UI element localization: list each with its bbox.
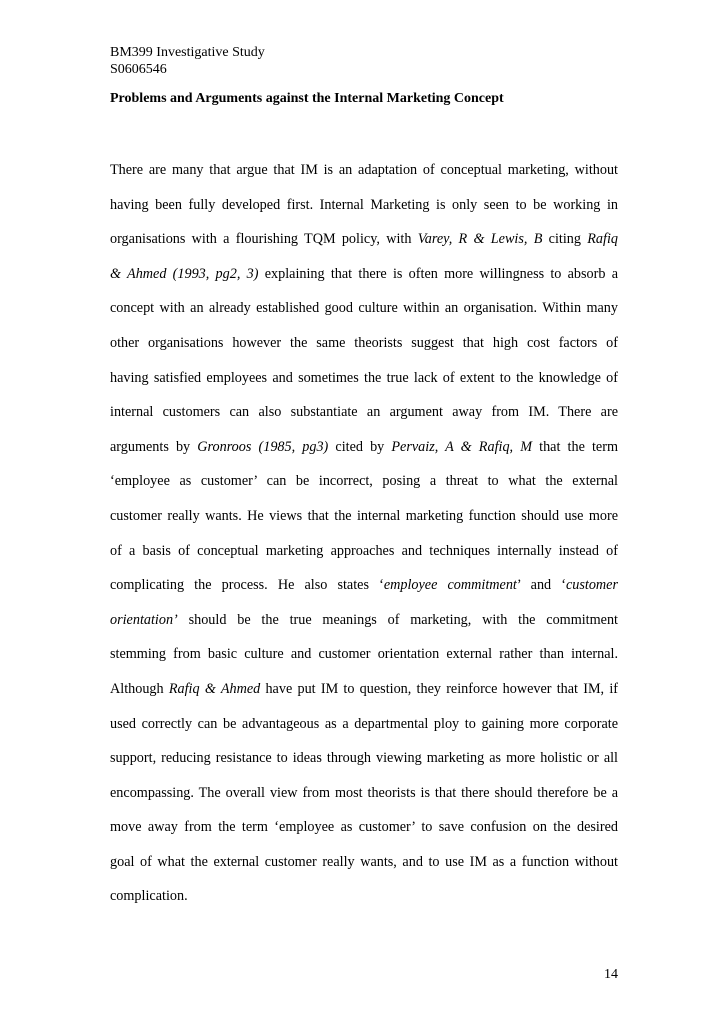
- course-code: BM399 Investigative Study: [110, 45, 265, 60]
- text-line: complicating the process. He also states ‘employee commitment’ and ‘customer: [110, 577, 618, 594]
- body-paragraph: [110, 153, 618, 914]
- text-line: customer really wants. He views that the internal marketing function should use more: [110, 507, 618, 524]
- text-line: other organisations however the same theorists suggest that high cost factors of: [110, 334, 618, 351]
- text-line: & Ahmed (1993, pg2, 3) explaining that there is often more willingness to absorb a: [110, 265, 619, 282]
- emphasis: customer: [565, 577, 618, 594]
- citation: Gronroos (1985, pg3): [197, 438, 329, 455]
- text-line: used correctly can be advantageous as a departmental ploy to gaining more corporate: [110, 715, 618, 732]
- text-line: There are many that argue that IM is an adaptation of conceptual marketing, without: [110, 162, 618, 178]
- emphasis: orientation’: [110, 611, 178, 628]
- student-id: S0606546: [110, 62, 167, 77]
- page-number: 14: [604, 967, 618, 982]
- text-line: goal of what the external customer really wants, and to use IM as a function without: [110, 853, 618, 870]
- citation: Rafiq: [587, 231, 619, 248]
- section-title: Problems and Arguments against the Internal Marketing Concept: [110, 91, 504, 106]
- text-line: stemming from basic culture and customer orientation external rather than internal.: [110, 646, 618, 663]
- text-line: concept with an already established good culture within an organisation. Within many: [110, 300, 618, 317]
- page-header: [110, 44, 265, 78]
- citation: & Ahmed (1993, pg2, 3): [110, 265, 259, 282]
- text-line: of a basis of conceptual marketing approaches and techniques internally instead of: [110, 542, 618, 559]
- text-line: orientation’ should be the true meanings of marketing, with the commitment: [110, 611, 618, 628]
- text-line: support, reducing resistance to ideas through viewing marketing as more holistic or all: [110, 750, 618, 767]
- text-line: arguments by Gronroos (1985, pg3) cited by Pervaiz, A & Rafiq, M that the term: [110, 438, 618, 455]
- emphasis: employee commitment: [383, 577, 517, 594]
- text-line: Although Rafiq & Ahmed have put IM to question, they reinforce however that IM, if: [110, 680, 619, 697]
- citation: Rafiq & Ahmed: [168, 680, 261, 697]
- text-line: move away from the term ‘employee as customer’ to save confusion on the desired: [110, 819, 618, 836]
- citation: Varey, R & Lewis, B: [417, 231, 543, 248]
- text-line: encompassing. The overall view from most theorists is that there should therefore be a: [110, 784, 618, 801]
- text-line: having satisfied employees and sometimes the true lack of extent to the knowledge of: [110, 369, 618, 386]
- text-line: having been fully developed first. Internal Marketing is only seen to be working in: [110, 196, 618, 213]
- text-line: organisations with a flourishing TQM policy, with Varey, R & Lewis, B citing Rafiq: [110, 231, 619, 248]
- citation: Pervaiz, A & Rafiq, M: [391, 438, 533, 455]
- text-line: ‘employee as customer’ can be incorrect, posing a threat to what the external: [110, 473, 618, 490]
- text-line: complication.: [110, 888, 188, 905]
- text-line: internal customers can also substantiate an argument away from IM. There are: [110, 404, 618, 421]
